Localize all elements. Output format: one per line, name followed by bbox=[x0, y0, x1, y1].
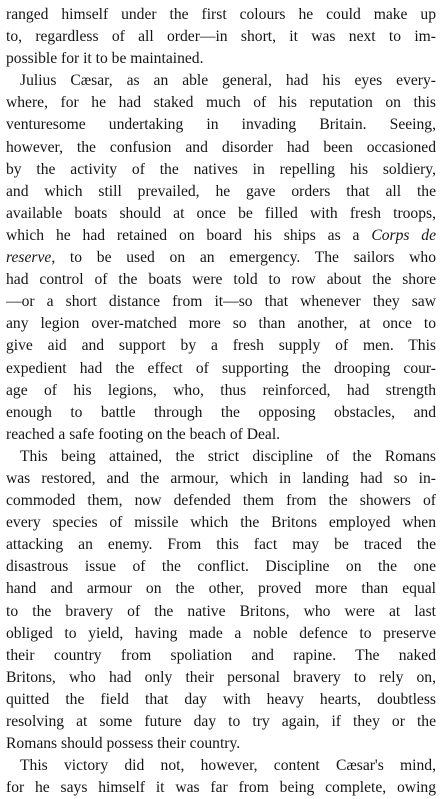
text-line: commoded them, now defended them from the showers of bbox=[6, 492, 436, 510]
text-line: ranged himself under the first colours he could make up bbox=[6, 6, 436, 23]
text-line: to, regardless of all order—in short, it was next to im- bbox=[6, 28, 436, 46]
text-line: disastrous issue of the conflict. Discipline on the one bbox=[6, 558, 436, 576]
text-line-with-italic bbox=[6, 247, 436, 269]
text-line: This victory did not, however, content Cæsar's mind, bbox=[20, 757, 436, 775]
text-line: had control of the boats were told to row about the shore bbox=[6, 271, 436, 289]
text-line: by the activity of the natives in repelling his soldiery, bbox=[6, 160, 436, 178]
paragraph-2 bbox=[6, 70, 436, 446]
text-line: quitted the field that day with heavy hearts, doubtless bbox=[6, 690, 436, 708]
text-line: enough to battle through the opposing obstacles, and bbox=[6, 403, 436, 421]
text-line: for he says himself it was far from being complete, owing bbox=[6, 779, 436, 797]
text-line: —or a short distance from it—so that whenever they saw bbox=[6, 293, 436, 311]
text-line: was restored, and the armour, which in landing had so in- bbox=[6, 469, 436, 487]
text-line: attacking an enemy. From this fact may be traced the bbox=[6, 536, 436, 554]
text-line: give aid and support by a fresh supply of men. This bbox=[6, 337, 436, 355]
text-line: Britons, who had only their personal bravery to rely on, bbox=[6, 668, 436, 686]
italic-term: reserve bbox=[6, 249, 52, 267]
paragraph-4 bbox=[6, 755, 436, 799]
text-line: resolving at some future day to try again, if they or the bbox=[6, 713, 436, 730]
text-line: and which still prevailed, he gave orders that all the bbox=[6, 182, 436, 200]
text-line: to the bravery of the native Britons, who were at last bbox=[6, 602, 436, 620]
paragraph-3 bbox=[6, 446, 436, 755]
italic-term: Corps de bbox=[371, 226, 436, 244]
text-line: This being attained, the strict discipline of the Romans bbox=[20, 447, 436, 465]
text-line: obliged to yield, having made a noble defence to preserve bbox=[6, 624, 436, 642]
text-line: reached a safe footing on the beach of Deal. bbox=[6, 425, 281, 443]
text-line: Julius Cæsar, as an able general, had his eyes every- bbox=[20, 72, 436, 90]
text-line: their country from spoliation and rapine. The naked bbox=[6, 646, 436, 664]
text-segment: , to be used on an emergency. The sailors who bbox=[51, 249, 436, 267]
text-line: possible for it to be maintained. bbox=[6, 50, 204, 68]
text-line: hand and armour on the other, proved more than equal bbox=[6, 580, 436, 598]
text-line: expedient had the effect of supporting the drooping cour- bbox=[6, 359, 436, 377]
text-line: Romans should possess their country. bbox=[6, 735, 241, 753]
text-line: however, the confusion and disorder had been occasioned bbox=[6, 138, 436, 156]
text-line: available boats should at once be filled with fresh troops, bbox=[6, 204, 436, 222]
text-line: where, for he had staked much of his reputation on this bbox=[6, 94, 436, 112]
text-line: venturesome undertaking in invading Britain. Seeing, bbox=[6, 116, 436, 134]
text-line: every species of missile which the Britons employed when bbox=[6, 514, 436, 532]
text-segment: which he had retained on board his ships as a bbox=[6, 226, 360, 244]
paragraph-1 bbox=[6, 4, 436, 70]
text-line: any legion over-matched more so than another, at once to bbox=[6, 315, 436, 333]
text-line: age of his legions, who, thus reinforced, had strength bbox=[6, 381, 436, 399]
text-line-with-italic bbox=[6, 225, 436, 247]
